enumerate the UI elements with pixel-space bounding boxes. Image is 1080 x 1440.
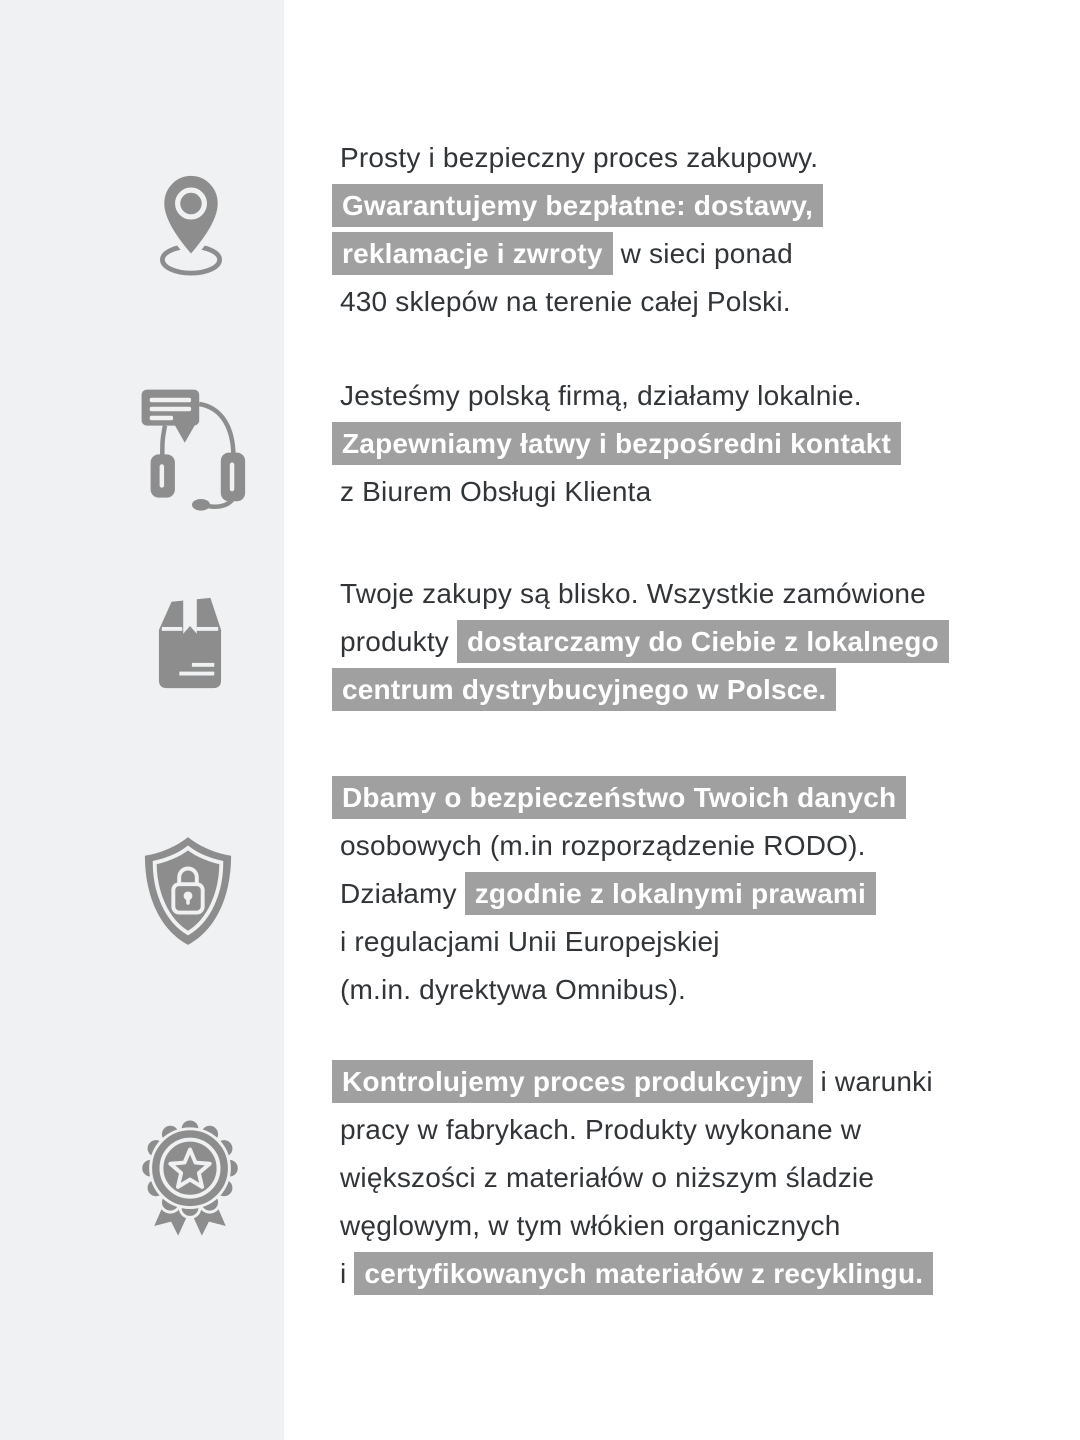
plain-text: 430 sklepów na terenie całej Polski. [340, 286, 791, 317]
text-line [332, 618, 1070, 666]
text-line [332, 1154, 1070, 1202]
text-line [332, 774, 1070, 822]
highlighted-text: Dbamy o bezpieczeństwo Twoich danych [332, 776, 906, 819]
plain-text: z Biurem Obsługi Klienta [340, 476, 652, 507]
plain-text: i [340, 1258, 355, 1289]
highlighted-text: dostarczamy do Ciebie z lokalnego [457, 620, 949, 663]
highlighted-text: zgodnie z lokalnymi prawami [465, 872, 876, 915]
plain-text: węglowym, w tym włókien organicznych [340, 1210, 841, 1241]
text-line [332, 468, 1070, 516]
highlighted-text: reklamacje i zwroty [332, 232, 613, 275]
highlighted-text: centrum dystrybucyjnego w Polsce. [332, 668, 836, 711]
highlighted-text: Gwarantujemy bezpłatne: dostawy, [332, 184, 823, 227]
info-section-local-distribution [332, 570, 1070, 714]
info-section-data-security [332, 774, 1070, 1014]
text-line [332, 666, 1070, 714]
highlighted-text: Kontrolujemy proces produkcyjny [332, 1060, 813, 1103]
plain-text: w sieci ponad [612, 238, 793, 269]
info-section-production-control [332, 1058, 1070, 1298]
plain-text: większości z materiałów o niższym śladzie [340, 1162, 875, 1193]
text-line [332, 918, 1070, 966]
plain-text: pracy w fabrykach. Produkty wykonane w [340, 1114, 862, 1145]
plain-text: Prosty i bezpieczny proces zakupowy. [340, 142, 819, 173]
text-line [332, 1250, 1070, 1298]
plain-text: produkty [340, 626, 457, 657]
text-line [332, 1202, 1070, 1250]
plain-text: (m.in. dyrektywa Omnibus). [340, 974, 686, 1005]
text-line [332, 822, 1070, 870]
text-line [332, 420, 1070, 468]
plain-text: osobowych (m.in rozporządzenie RODO). [340, 830, 866, 861]
plain-text: Twoje zakupy są blisko. Wszystkie zamówione [340, 578, 926, 609]
text-line [332, 1106, 1070, 1154]
highlighted-text: Zapewniamy łatwy i bezpośredni kontakt [332, 422, 901, 465]
text-line [332, 966, 1070, 1014]
info-section-local-company-contact [332, 372, 1070, 516]
plain-text: Działamy [340, 878, 465, 909]
text-line [332, 870, 1070, 918]
text-line [332, 230, 1070, 278]
text-line [332, 278, 1070, 326]
text-line [332, 134, 1070, 182]
plain-text: Jesteśmy polską firmą, działamy lokalnie. [340, 380, 862, 411]
info-section-purchase-process [332, 134, 1070, 326]
text-line [332, 182, 1070, 230]
plain-text: i regulacjami Unii Europejskiej [340, 926, 720, 957]
plain-text: i warunki [812, 1066, 933, 1097]
text-line [332, 1058, 1070, 1106]
text-line [332, 570, 1070, 618]
highlighted-text: certyfikowanych materiałów z recyklingu. [354, 1252, 933, 1295]
text-line [332, 372, 1070, 420]
